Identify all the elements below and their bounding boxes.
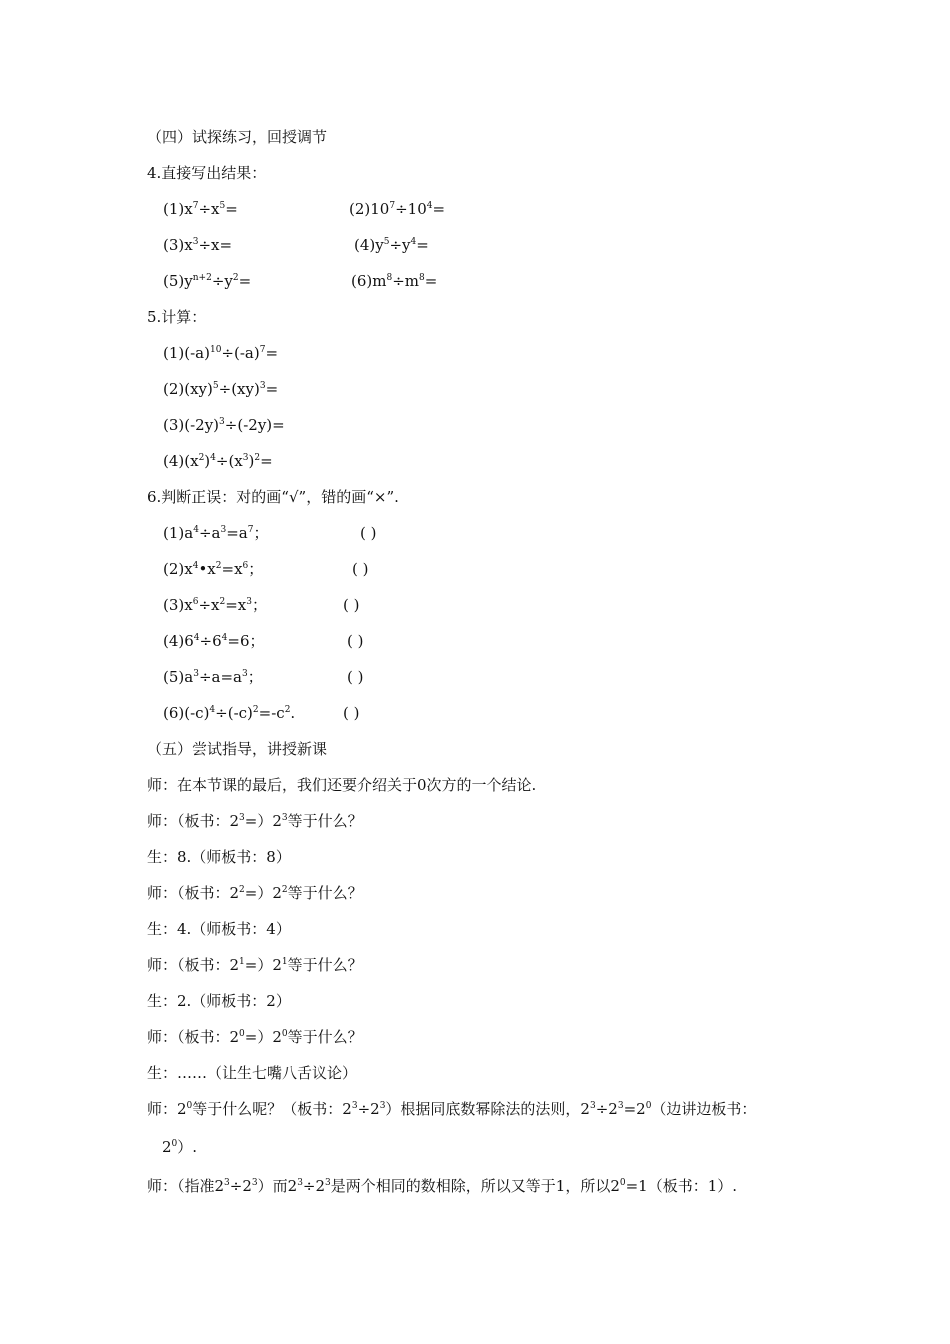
q4-item-5: $(5)y^{n+2}\div y^2=$ (163, 272, 252, 290)
q6-item-2: $(2)x^4•x^2=x^6$； (163, 560, 264, 578)
paragraph-1-line-2: $2^0$）. (162, 1138, 198, 1156)
q5-item-2: (2)(xy)$^5$÷(xy)$^3$= (163, 380, 279, 398)
q4-item-1: $(1)x^7\div x^5=$ (163, 200, 238, 218)
dialogue-line-2: 师：（板书：$2^3=)2^3$等于什么？ (147, 812, 363, 830)
section-heading-4: （四）试探练习，回授调节 (147, 128, 328, 146)
q6-item-1: $(1)a^4\div a^3=a^7$； (163, 524, 269, 542)
dialogue-line-3: 生：8.（师板书：8） (147, 848, 291, 866)
question-6-title: 6.判断正误：对的画“√”，错的画“×”. (147, 488, 399, 506)
dialogue-line-5: 生：4.（师板书：4） (147, 920, 291, 938)
question-4-title: 4.直接写出结果： (147, 164, 267, 182)
q4-item-6: $(6)m^8\div m^8=$ (351, 272, 438, 290)
q4-item-3: $(3)x^3\div x=$ (163, 236, 233, 254)
q4-item-2: $(2)10^7\div 10^4=$ (349, 200, 446, 218)
dialogue-line-7: 生：2.（师板书：2） (147, 992, 291, 1010)
dialogue-line-8: 师：（板书：$2^0=)2^0$等于什么？ (147, 1028, 363, 1046)
q5-item-1: $(1)(-a)^{10}\div(-a)^7=$ (163, 344, 279, 362)
q6-item-3: $(3)x^6\div x^2=x^3$； (163, 596, 267, 614)
q5-item-3: $(3)(-2y)^3\div(-2y)=$ (163, 416, 285, 434)
q6-answer-box-1[interactable]: ( ) (360, 524, 377, 542)
section-heading-5: （五）尝试指导，讲授新课 (147, 740, 328, 758)
q6-answer-box-4[interactable]: ( ) (347, 632, 364, 650)
paragraph-1-line-1: 师：$2^0$等于什么呢？（板书：$2^3\div 2^3$）根据同底数幂除法的法则，$2^3\div 2^3=2^0$（边讲边板书： (147, 1100, 757, 1118)
dialogue-line-6: 师：（板书：$2^1=)2^1$等于什么？ (147, 956, 363, 974)
dialogue-line-1: 师：在本节课的最后，我们还要介绍关于0次方的一个结论. (147, 776, 537, 794)
q6-answer-box-6[interactable]: ( ) (343, 704, 360, 722)
q6-answer-box-2[interactable]: ( ) (352, 560, 369, 578)
q4-item-4: $(4)y^5\div y^4=$ (354, 236, 429, 254)
dialogue-line-4: 师：（板书：$2^2=)2^2$等于什么？ (147, 884, 363, 902)
question-5-title: 5.计算： (147, 308, 207, 326)
paragraph-2: 师：（指准$2^3\div 2^3$）而$2^3\div 2^3$是两个相同的数相除，所以又等于1，所以$2^0=1$（板书：1）. (147, 1177, 738, 1195)
q5-item-4: $(4)(x^2)^4\div(x^3)^2=$ (163, 452, 273, 470)
q6-item-5: $(5)a^3\div a=a^3$； (163, 668, 263, 686)
q6-answer-box-5[interactable]: ( ) (347, 668, 364, 686)
q6-answer-box-3[interactable]: ( ) (343, 596, 360, 614)
q6-item-6: $(6)(-c)^4\div(-c)^2=-c^2$. (163, 704, 296, 722)
q6-item-4: $(4)6^4\div 6^4=6$； (163, 632, 265, 650)
dialogue-line-9: 生：……（让生七嘴八舌议论） (147, 1064, 358, 1082)
